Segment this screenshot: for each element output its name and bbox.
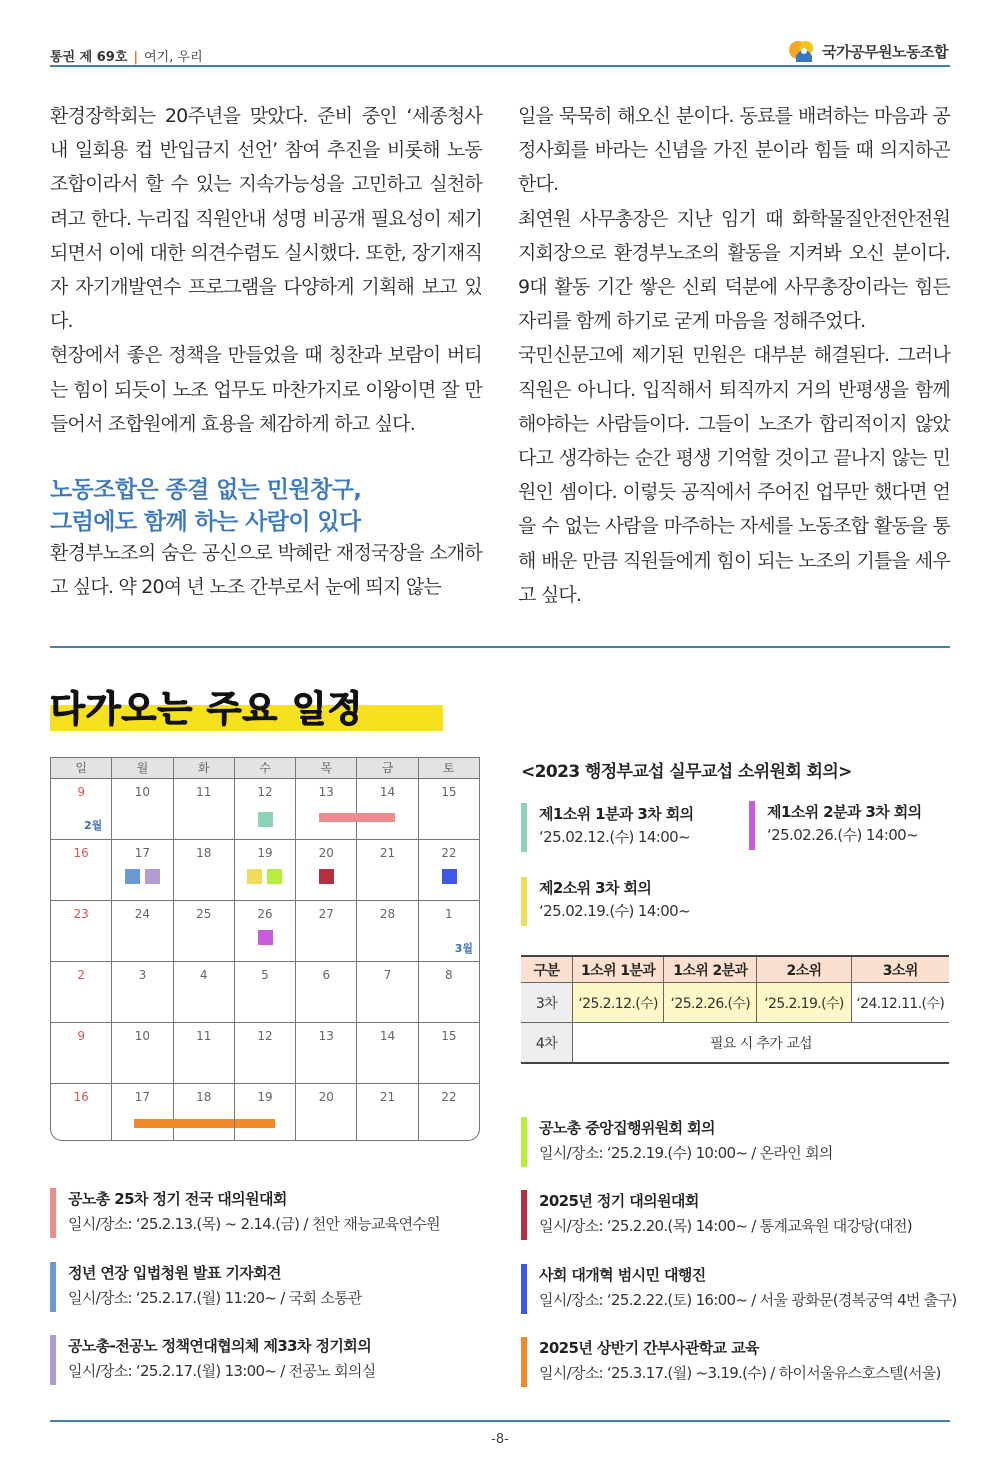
day-number: 4 (199, 968, 208, 982)
day-number: 7 (383, 968, 392, 982)
color-bar (50, 1188, 56, 1238)
paragraph: 국민신문고에 제기된 민원은 대부분 해결된다. 그러나 직원은 아니다. 입직해서 퇴직까지 거의 반평생을 함께 해야하는 사람들이다. 그들이 노조가 합리적이지 않았다고 생각하는 순간 평생 기억할 것이고 끝나지 않는 민원인 셈이다. 이렇듯 공직에서 주어진 업무만 했다면 얻을 수 없는 사람을 마주하는 자세를 노동조합 활동을 통해 배운 만큼 직원들에게 힘이 되는 노조의 기틀을 세우고 싶다. (518, 344, 950, 606)
calendar-day (51, 962, 112, 1022)
calendar-day (357, 962, 418, 1022)
day-number: 14 (379, 1029, 396, 1043)
calendar-day (235, 1084, 296, 1141)
article-left-column (50, 99, 482, 441)
section-name: 여기, 우리 (144, 50, 203, 65)
calendar-day (235, 901, 296, 961)
event-title: 정년 연장 입법청원 발표 기자회견 (68, 1264, 281, 1282)
day-number: 16 (73, 1090, 89, 1104)
calendar-day (174, 840, 235, 900)
calendar-day (112, 1023, 173, 1083)
event-marker (258, 930, 273, 945)
calendar-week (51, 1023, 479, 1084)
event-title: 2025년 상반기 간부사관학교 교육 (539, 1339, 759, 1357)
day-number: 5 (261, 968, 269, 982)
event-marker (258, 812, 273, 827)
color-bar (521, 1117, 527, 1167)
calendar-day (357, 901, 418, 961)
calendar-weekday-header (51, 758, 479, 779)
day-number: 16 (73, 846, 89, 860)
calendar-week (51, 962, 479, 1023)
subheading-line: 그럼에도 함께 하는 사람이 있다 (50, 509, 361, 535)
day-number: 23 (73, 907, 89, 921)
page-number: -8- (491, 1432, 509, 1447)
table-header-row (521, 956, 949, 983)
calendar-day (112, 1084, 173, 1141)
calendar-week (51, 901, 479, 962)
calendar-day (419, 1084, 479, 1141)
calendar-day (112, 901, 173, 961)
calendar-week (51, 779, 479, 840)
calendar-day (296, 901, 357, 961)
event-item (521, 1264, 957, 1314)
table-cell: ‘25.2.12.(수) (572, 983, 663, 1023)
header-left (50, 46, 203, 65)
paragraph: 환경장학회는 20주년을 맞았다. 준비 중인 ‘세종청사 내 일회용 컵 반입금지 선언’ 참여 추진을 비롯해 노동조합이라서 할 수 있는 지속가능성을 고민하고 실천하려고 한다. 누리집 직원안내 성명 비공개 필요성이 제기되면서 이에 대한 의견수렴도 실시했다. 또한, 장기재직자 자기개발연수 프로그램을 다양하게 기획해 보고 있다. (50, 105, 482, 333)
day-number: 19 (257, 1090, 273, 1104)
section-rule (50, 646, 950, 648)
event-marker (145, 869, 160, 884)
day-number: 10 (134, 785, 151, 799)
issue-number: 통권 제 69호 (50, 50, 128, 65)
event-detail: 일시/장소: ‘25.2.13.(목) ~ 2.14.(금) / 천안 재능교육연수원 (68, 1215, 440, 1233)
committee-item (521, 877, 690, 926)
day-number: 11 (196, 1029, 212, 1043)
day-number: 21 (379, 1090, 396, 1104)
calendar-day (235, 779, 296, 839)
event-marker (442, 869, 457, 884)
calendar-day (357, 840, 418, 900)
table-header: 구분 (521, 956, 572, 983)
day-number: 26 (257, 907, 273, 921)
day-number: 12 (257, 785, 273, 799)
day-number: 18 (196, 1090, 212, 1104)
calendar-day (51, 1084, 112, 1141)
table-cell: ‘25.2.26.(수) (664, 983, 757, 1023)
event-title: 사회 대개혁 범시민 대행진 (539, 1266, 706, 1284)
calendar-day (296, 1084, 357, 1141)
day-number: 6 (322, 968, 331, 982)
article-subheading (50, 474, 482, 538)
calendar-day (235, 840, 296, 900)
table-header: 3소위 (851, 956, 949, 983)
event-title: 공노총-전공노 정책연대협의체 제33차 정기회의 (68, 1337, 372, 1355)
schedule-title-text: 다가오는 주요 일정 (50, 689, 364, 730)
event-detail: 일시/장소: ‘25.2.20.(목) 14:00~ / 통계교육원 대강당(대전) (539, 1217, 912, 1235)
header-separator: | (133, 50, 139, 65)
committee-item-title: 제2소위 3차 회의 (539, 879, 652, 897)
calendar-day (419, 840, 479, 900)
day-number: 15 (441, 785, 457, 799)
table-cell: 4차 (521, 1023, 572, 1064)
calendar-day (112, 779, 173, 839)
event-marker (267, 869, 282, 884)
day-number: 10 (134, 1029, 151, 1043)
article-right-column (518, 99, 950, 612)
article-left-column-cont (50, 536, 482, 604)
calendar-day (419, 1023, 479, 1083)
calendar-day (235, 1023, 296, 1083)
day-number: 17 (134, 846, 151, 860)
event-marker (125, 869, 140, 884)
paragraph: 일을 묵묵히 해오신 분이다. 동료를 배려하는 마음과 공정사회를 바라는 신념을 가진 분이라 힘들 때 의지하곤 한다. (518, 105, 950, 196)
calendar-day (51, 1023, 112, 1083)
day-number: 2 (77, 968, 85, 982)
event-detail: 일시/장소: ‘25.2.19.(수) 10:00~ / 온라인 회의 (539, 1144, 833, 1162)
table-row (521, 1023, 949, 1064)
day-number: 1 (445, 907, 453, 921)
day-number: 20 (318, 846, 334, 860)
weekday-label: 월 (112, 758, 173, 778)
header-rule (50, 65, 950, 67)
committee-item (521, 803, 694, 852)
table-header: 2소위 (757, 956, 851, 983)
calendar-day (296, 1023, 357, 1083)
calendar-day (419, 962, 479, 1022)
table-header: 1소위 1분과 (572, 956, 663, 983)
committee-item-title: 제1소위 2분과 3차 회의 (767, 803, 922, 821)
day-number: 13 (318, 785, 334, 799)
color-bar (50, 1262, 56, 1312)
weekday-label: 화 (174, 758, 235, 778)
day-number: 18 (196, 846, 212, 860)
day-number: 25 (196, 907, 212, 921)
event-detail: 일시/장소: ‘25.2.17.(월) 13:00~ / 전공노 회의실 (68, 1362, 376, 1380)
calendar-day (419, 779, 479, 839)
paragraph: 현장에서 좋은 정책을 만들었을 때 칭찬과 보람이 버티는 힘이 되듯이 노조 업무도 마찬가지로 이왕이면 잘 만들어서 조합원에게 효용을 체감하게 하고 싶다. (50, 344, 482, 435)
committee-table (521, 955, 949, 1064)
day-number: 13 (318, 1029, 334, 1043)
event-item (50, 1262, 362, 1312)
org-logo (788, 38, 948, 64)
table-cell: 3차 (521, 983, 572, 1023)
paragraph: 최연원 사무총장은 지난 임기 때 화학물질안전안전원 지회장으로 환경부노조의 활동을 지켜봐 오신 분이다. 9대 활동 기간 쌓은 신뢰 덕분에 사무총장이라는 힘든 자리를 함께 하기로 굳게 마음을 정해주었다. (518, 207, 950, 333)
committee-item (749, 801, 922, 850)
table-cell: 필요 시 추가 교섭 (572, 1023, 949, 1064)
calendar-day (296, 962, 357, 1022)
org-name: 국가공무원노동조합 (822, 42, 948, 61)
color-bar (521, 1190, 527, 1240)
day-number: 27 (318, 907, 334, 921)
calendar-week (51, 840, 479, 901)
event-detail: 일시/장소: ‘25.2.17.(월) 11:20~ / 국회 소통관 (68, 1289, 362, 1307)
calendar-day (357, 779, 418, 839)
day-number: 9 (77, 785, 85, 799)
committee-item-title: 제1소위 1분과 3차 회의 (539, 805, 694, 823)
weekday-label: 일 (51, 758, 112, 778)
event-marker (247, 869, 262, 884)
event-title: 공노총 중앙집행위원회 회의 (539, 1119, 715, 1137)
day-number: 3 (138, 968, 147, 982)
event-item (521, 1117, 833, 1167)
calendar-day (174, 1084, 235, 1141)
day-number: 14 (379, 785, 396, 799)
event-detail: 일시/장소: ‘25.3.17.(월) ~3.19.(수) / 하이서울유스호스텔(서울) (539, 1364, 941, 1382)
event-title: 공노총 25차 정기 전국 대의원대회 (68, 1190, 287, 1208)
event-title: 2025년 정기 대의원대회 (539, 1192, 699, 1210)
table-row (521, 983, 949, 1023)
color-bar (50, 1335, 56, 1385)
day-number: 12 (257, 1029, 273, 1043)
calendar-day (296, 779, 357, 839)
day-number: 28 (379, 907, 396, 921)
subheading-line: 노동조합은 종결 없는 민원창구, (50, 477, 362, 503)
day-number: 20 (318, 1090, 334, 1104)
calendar-day (296, 840, 357, 900)
day-number: 8 (445, 968, 453, 982)
table-cell: ‘24.12.11.(수) (851, 983, 949, 1023)
day-number: 19 (257, 846, 273, 860)
event-item (50, 1335, 375, 1385)
committee-item-date: ‘25.02.19.(수) 14:00~ (539, 902, 691, 920)
footer-rule (50, 1420, 950, 1422)
day-number: 21 (379, 846, 396, 860)
calendar-day (357, 1084, 418, 1141)
weekday-label: 금 (357, 758, 418, 778)
calendar-day (112, 840, 173, 900)
event-item (521, 1337, 941, 1387)
event-item (521, 1190, 912, 1240)
month-label-feb: 2월 (84, 819, 103, 832)
calendar-day (51, 840, 112, 900)
event-marker (319, 869, 334, 884)
color-bar (521, 803, 527, 852)
calendar-day (235, 962, 296, 1022)
color-bar (521, 1264, 527, 1314)
day-number: 15 (441, 1029, 457, 1043)
schedule-title (50, 681, 363, 732)
calendar-day (357, 1023, 418, 1083)
color-bar (749, 801, 755, 850)
day-number: 22 (441, 846, 457, 860)
day-number: 24 (134, 907, 151, 921)
month-label-mar: 3월 (454, 942, 473, 955)
paragraph: 환경부노조의 숨은 공신으로 박혜란 재정국장을 소개하고 싶다. 약 20여 년 노조 간부로서 눈에 띄지 않는 (50, 542, 482, 599)
event-detail: 일시/장소: ‘25.2.22.(토) 16:00~ / 서울 광화문(경복궁역 4번 출구) (539, 1291, 957, 1309)
color-bar (521, 877, 527, 926)
day-number: 22 (441, 1090, 457, 1104)
union-logo-icon (788, 38, 818, 64)
committee-item-date: ‘25.02.12.(수) 14:00~ (539, 828, 691, 846)
committee-item-date: ‘25.02.26.(수) 14:00~ (767, 826, 919, 844)
calendar-day (112, 962, 173, 1022)
weekday-label: 목 (296, 758, 357, 778)
weekday-label: 토 (443, 761, 455, 775)
event-item (50, 1188, 440, 1238)
calendar-day (174, 1023, 235, 1083)
color-bar (521, 1337, 527, 1387)
table-cell: ‘25.2.19.(수) (757, 983, 851, 1023)
calendar-day (174, 901, 235, 961)
table-header: 1소위 2분과 (664, 956, 757, 983)
calendar-week (51, 1084, 479, 1141)
day-number: 11 (196, 785, 212, 799)
calendar-day (51, 779, 112, 839)
weekday-label: 수 (235, 758, 296, 778)
calendar-day (419, 901, 479, 961)
calendar (50, 757, 480, 1141)
calendar-day (174, 779, 235, 839)
committee-title: <2023 행정부교섭 실무교섭 소위원회 회의> (521, 762, 852, 782)
calendar-day (51, 901, 112, 961)
day-number: 9 (77, 1029, 85, 1043)
day-number: 17 (134, 1090, 151, 1104)
calendar-day (174, 962, 235, 1022)
